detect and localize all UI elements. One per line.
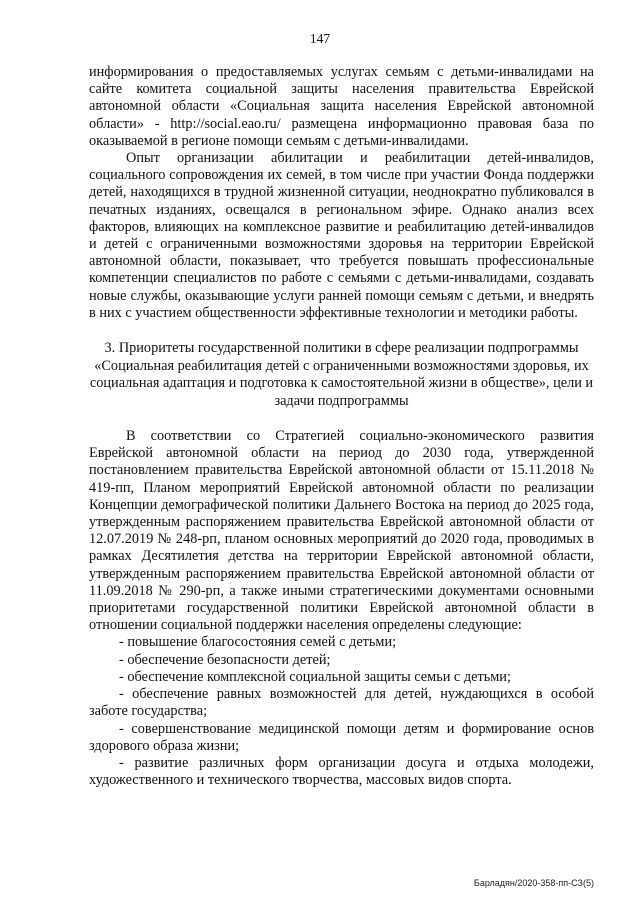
page-number: 147 bbox=[309, 31, 331, 46]
document-body bbox=[89, 64, 594, 789]
list-item: - обеспечение комплексной социальной защиты семьи с детьми; bbox=[119, 668, 511, 685]
priorities-list bbox=[89, 634, 594, 789]
list-item: - обеспечение безопасности детей; bbox=[119, 651, 331, 668]
document-code-footer: Барладян/2020-358-пп-СЗ(5) bbox=[473, 878, 594, 888]
list-item: - повышение благосостояния семей с детьми; bbox=[119, 634, 397, 651]
paragraph-intro-continued: информирования о предоставляемых услугах семьям с детьми-инвалидами на сайте комитета социальной защиты населения правительства Еврейской автономной области «Социальная защита населения Еврейской автономной области» - http://social.eao.ru/ размещена информационно правовая база по оказываемой в регионе помощи семьям с детьми-инвалидами. bbox=[89, 64, 594, 149]
list-item: - обеспечение равных возможностей для детей, нуждающихся в особой заботе государства; bbox=[89, 686, 594, 720]
section-heading: 3. Приоритеты государственной политики в сфере реализации подпрограммы «Социальная реабилитация детей с ограниченными возможностями здоровья, их социальная адаптация и подготовка к самостоятельной жизни в обществе», цели и задачи подпрограммы bbox=[89, 340, 594, 409]
paragraph-experience: Опыт организации абилитации и реабилитации детей-инвалидов, социального сопровождения их семей, в том числе при участии Фонда поддержки детей, находящихся в трудной жизненной ситуации, неоднократно публиковался в печатных изданиях, освещался в региональном эфире. Однако анализ всех факторов, влияющих на комплексное развитие и реабилитацию детей-инвалидов и детей с ограниченными возможностями здоровья на территории Еврейской автономной области, показывает, что требуется повышать профессиональные компетенции специалистов по работе с семьями с детьми-инвалидами, создавать новые службы, оказывающие услуги ранней помощи семьям с детьми, и внедрять в них с участием общественности эффективные технологии и методики работы. bbox=[89, 150, 594, 321]
list-item: - совершенствование медицинской помощи детям и формирование основ здорового образа жизни; bbox=[89, 720, 594, 754]
paragraph-priorities: В соответствии со Стратегией социально-экономического развития Еврейской автономной области на период до 2030 года, утвержденной постановлением правительства Еврейской автономной области от 15.11.2018 № 419-пп, Планом мероприятий Еврейской автономной области по реализации Концепции демографической политики Дальнего Востока на период до 2025 года, утвержденным распоряжением правительства Еврейской автономной области от 12.07.2019 № 248-рп, планом основных мероприятий до 2020 года, проводимых в рамках Десятилетия детства на территории Еврейской автономной области, утвержденным распоряжением правительства Еврейской автономной области от 11.09.2018 № 290-рп, а также иными стратегическими документами основными приоритетами государственной политики Еврейской автономной области в отношении социальной поддержки населения определены следующие: bbox=[89, 428, 594, 634]
list-item: - развитие различных форм организации досуга и отдыха молодежи, художественного и технического творчества, массовых видов спорта. bbox=[89, 754, 594, 789]
